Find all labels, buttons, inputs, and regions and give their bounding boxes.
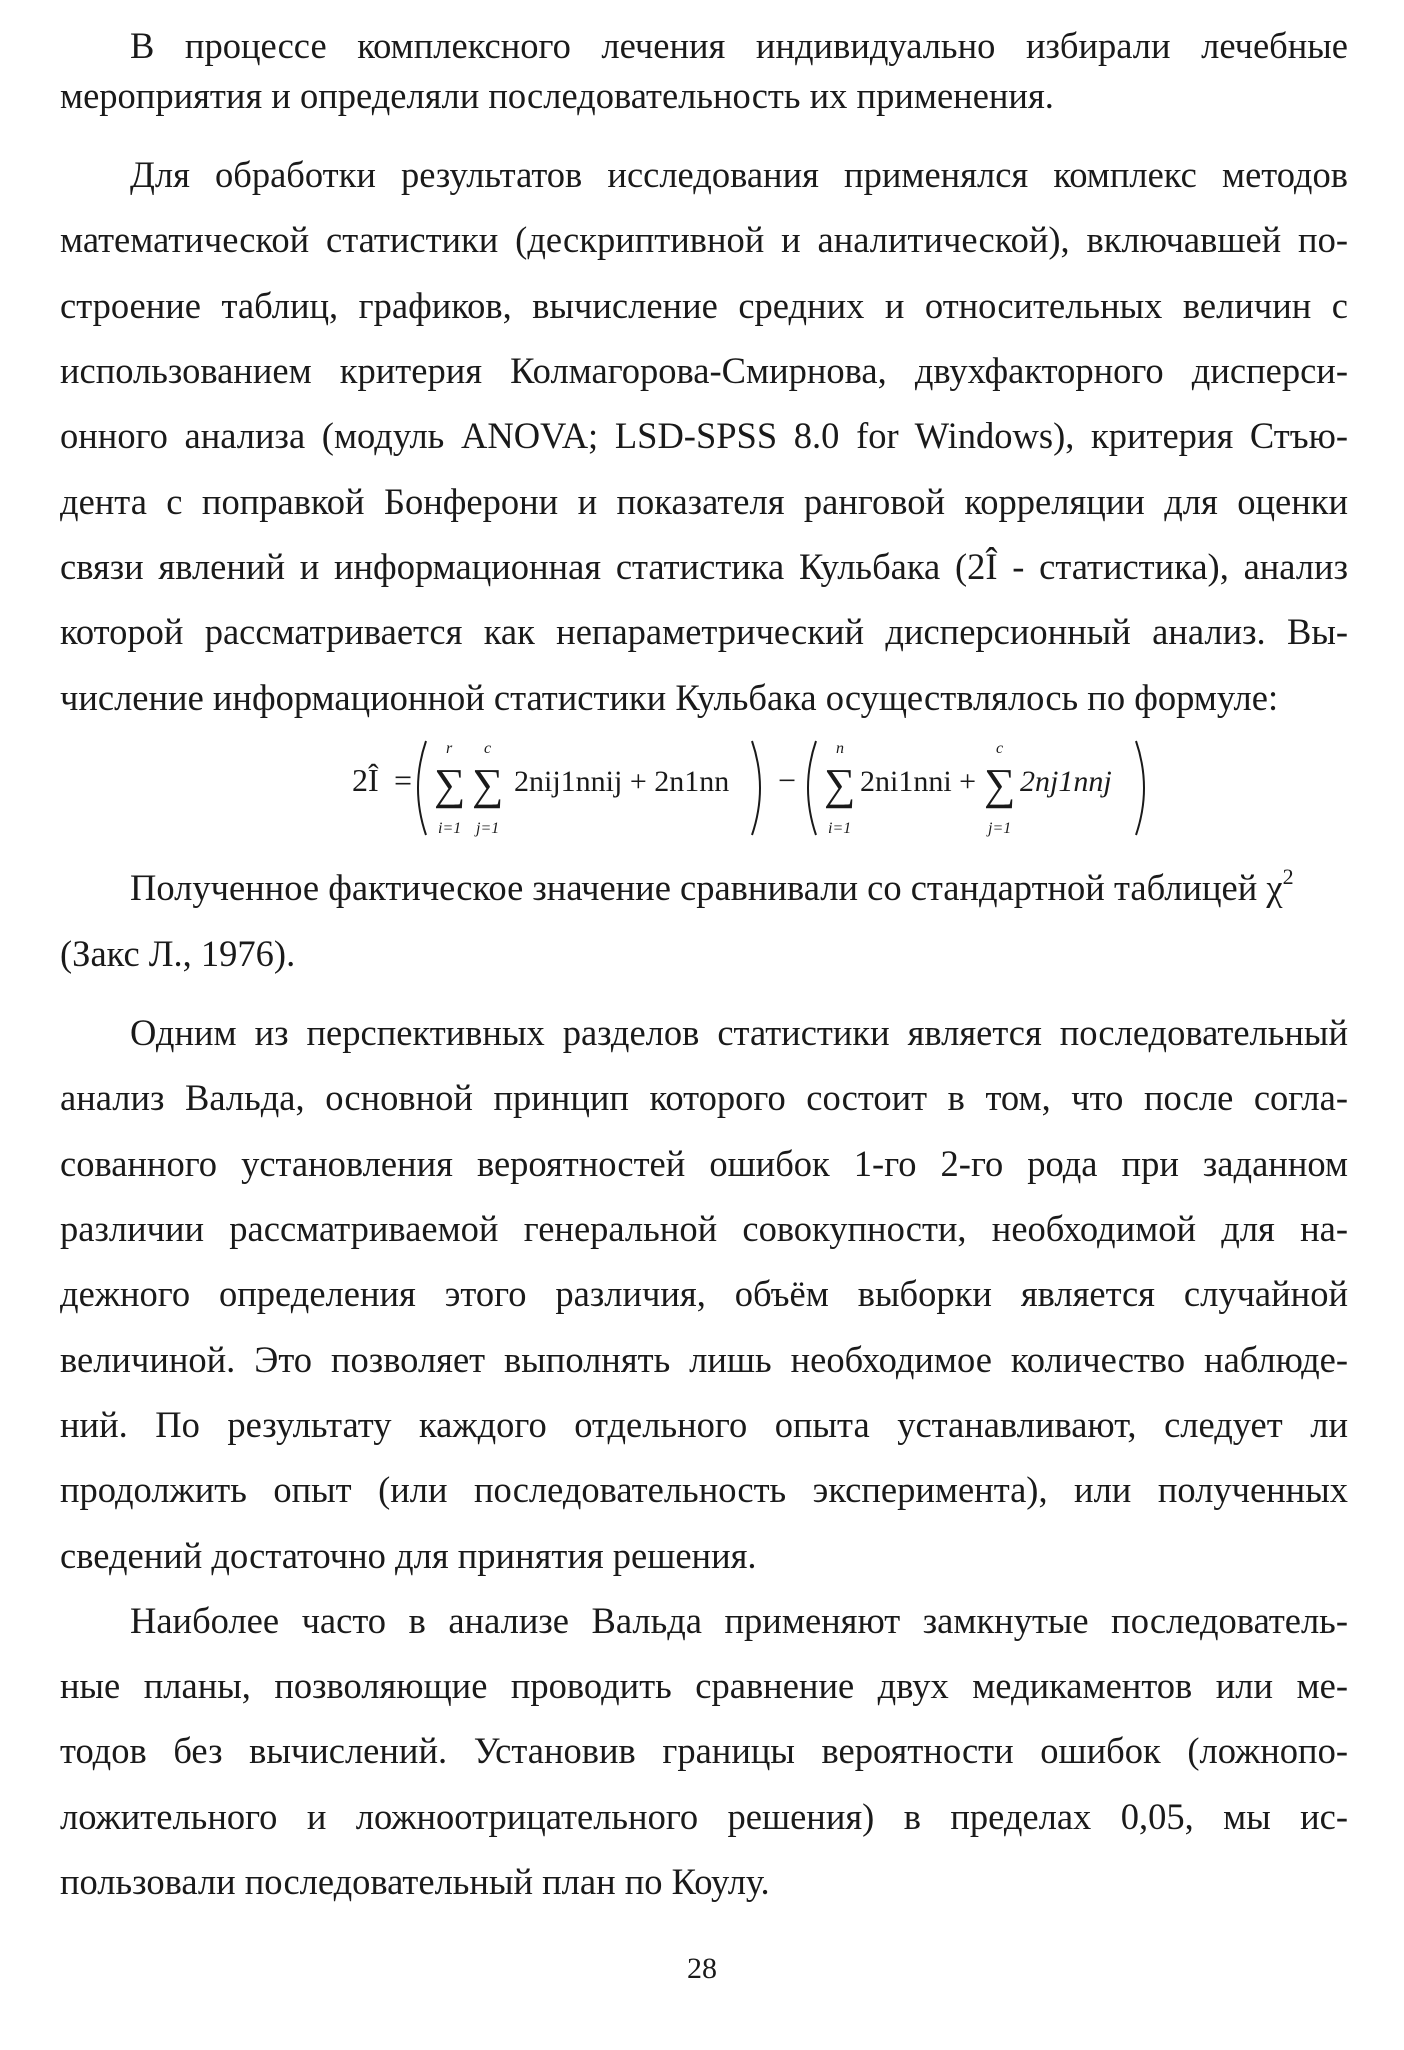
kullback-formula bbox=[350, 735, 1150, 845]
sum2-upper: c bbox=[484, 740, 492, 757]
formula-lhs: 2Î bbox=[352, 762, 379, 798]
text-line: онного анализа (модуль ANOVA; LSD-SPSS 8.0 for Windows), критерия Стъю- bbox=[60, 415, 1348, 456]
text-line: тодов без вычислений. Установив границы вероятности ошибок (ложнопо- bbox=[60, 1730, 1348, 1771]
text-line: дента с поправкой Бонферони и показателя ранговой корреляции для оценки bbox=[60, 481, 1348, 522]
chi-superscript: 2 bbox=[1282, 864, 1294, 889]
formula-term2: 2ni1nni + bbox=[860, 765, 977, 798]
text-line: ные планы, позволяющие проводить сравнение двух медикаментов или ме- bbox=[60, 1665, 1348, 1706]
text-line: которой рассматривается как непараметрический дисперсионный анализ. Вы- bbox=[60, 611, 1348, 652]
text-line: В процессе комплексного лечения индивидуально избирали лечебные bbox=[130, 25, 1348, 66]
chi-line-text: Полученное фактическое значение сравнивали со стандартной таблицей χ bbox=[130, 867, 1283, 908]
sum-symbol: ∑ bbox=[984, 760, 1016, 809]
text-line: Наиболее часто в анализе Вальда применяют замкнутые последователь- bbox=[130, 1600, 1348, 1641]
text-line: анализ Вальда, основной принцип которого состоит в том, что после согла- bbox=[60, 1077, 1348, 1118]
text-line: ложительного и ложноотрицательного решения) в пределах 0,05, мы ис- bbox=[60, 1796, 1348, 1837]
text-line: математической статистики (дескриптивной и аналитической), включавшей по- bbox=[60, 219, 1348, 260]
sum4-lower: j=1 bbox=[988, 820, 1012, 837]
sum-symbol: ∑ bbox=[472, 760, 504, 809]
text-line: Одним из перспективных разделов статистики является последовательный bbox=[130, 1012, 1348, 1053]
formula-minus: − bbox=[778, 762, 797, 798]
text-line: дежного определения этого различия, объём выборки является случайной bbox=[60, 1273, 1348, 1314]
text-line: (Закс Л., 1976). bbox=[60, 933, 296, 974]
sum2-lower: j=1 bbox=[476, 820, 500, 837]
text-line: различии рассматриваемой генеральной совокупности, необходимой для на- bbox=[60, 1208, 1348, 1249]
formula-term1: 2nij1nnij + 2n1nn bbox=[514, 765, 730, 798]
sum-symbol: ∑ bbox=[434, 760, 466, 809]
text-line: сованного установления вероятностей ошибок 1-го 2-го рода при заданном bbox=[60, 1143, 1348, 1184]
text-line: использованием критерия Колмагорова-Смирнова, двухфакторного дисперси- bbox=[60, 350, 1348, 391]
text-line: мероприятия и определяли последовательность их применения. bbox=[60, 75, 1054, 116]
text-line: ний. По результату каждого отдельного опыта устанавливают, следует ли bbox=[60, 1404, 1348, 1445]
sum-symbol: ∑ bbox=[824, 760, 856, 809]
text-line: числение информационной статистики Кульбака осуществлялось по формуле: bbox=[60, 677, 1279, 718]
text-line: связи явлений и информационная статистика Кульбака (2Î - статистика), анализ bbox=[60, 546, 1348, 587]
text-line: сведений достаточно для принятия решения. bbox=[60, 1535, 757, 1576]
text-line bbox=[130, 864, 1294, 913]
sum3-upper: n bbox=[836, 740, 844, 757]
sum1-lower: i=1 bbox=[438, 820, 462, 837]
text-line: продолжить опыт (или последовательность эксперимента), или полученных bbox=[60, 1469, 1348, 1510]
page-number: 28 bbox=[687, 1952, 717, 1985]
text-line: строение таблиц, графиков, вычисление средних и относительных величин с bbox=[60, 285, 1348, 326]
text-line: Для обработки результатов исследования применялся комплекс методов bbox=[130, 154, 1348, 195]
text-line: величиной. Это позволяет выполнять лишь необходимое количество наблюде- bbox=[60, 1339, 1348, 1380]
formula-term3: 2nj1nnj bbox=[1020, 765, 1112, 798]
sum3-lower: i=1 bbox=[828, 820, 852, 837]
sum4-upper: c bbox=[996, 740, 1004, 757]
text-line: пользовали последовательный план по Коулу. bbox=[60, 1861, 770, 1902]
formula-equals: = bbox=[394, 762, 413, 798]
sum1-upper: r bbox=[446, 740, 453, 757]
